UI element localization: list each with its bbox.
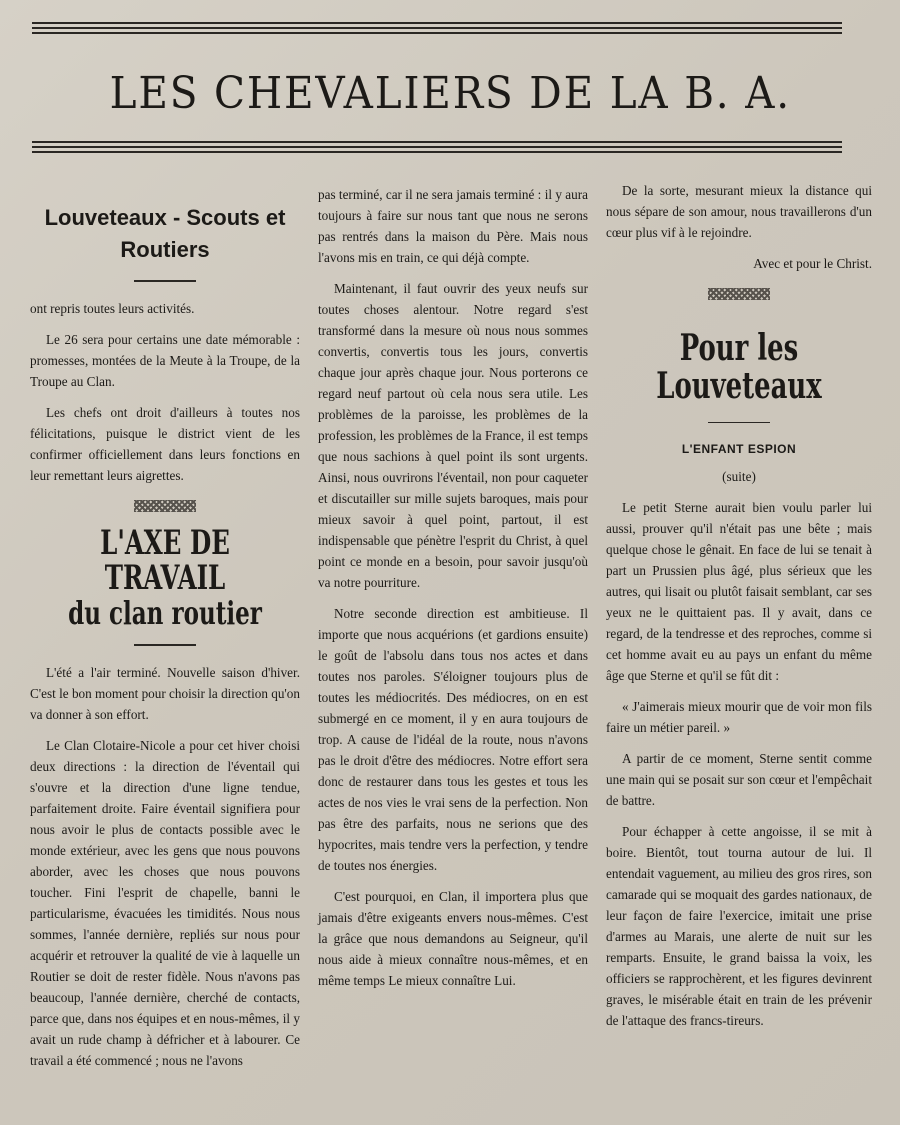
paragraph: Pour échapper à cette angoisse, il se mit à boire. Bientôt, tout tourna autour de lui. Il entendait vaguement, au milieu des gros rires, son camarade qui se moquait des gardes nationaux, de leur façon de faire l'exercice, imitait une prise d'armes au Marais, une alerte de nuit sur les remparts. Ensuite, le grand baissa la voix, les officiers se rapprochèrent, et les figures devinrent graves, le misérable était en train de les prévenir de l'attaque des francs-tireurs. — [606, 824, 872, 1029]
paragraph: ont repris toutes leurs activités. — [30, 300, 195, 316]
paragraph: L'été a l'air terminé. Nouvelle saison d'hiver. C'est le bon moment pour choisir la direction qu'on va donner à son effort. — [30, 664, 300, 722]
paragraph: Maintenant, il faut ouvrir des yeux neufs sur toutes choses alentour. Notre regard s'est transformé dans la mesure où nous nous sommes convertis, convertis tous les jours, convertis chaque jour après chaque jour. Nous porterons ce regard neuf partout où cela nous sera utile. Les problèmes de la paroisse, les problèmes de la profession, les problèmes de la France, il est temps que nous sachions à quel point ils sont urgents. Ainsi, nous ouvrirons l'éventail, non pour caqueter et discutailler sur mille sujets baroques, mais pour mieux savoir à quel point, partout, il est indispensable que pénètre l'esprit du Christ, à quel point ce monde en a besoin, pour savoir jusqu'où va notre pourriture. — [318, 281, 588, 590]
paragraph: Le 26 sera pour certains une date mémorable : promesses, montées de la Meute à la Troupe, de la Troupe au Clan. — [30, 331, 300, 389]
ornament — [708, 288, 770, 300]
paragraph: pas terminé, car il ne sera jamais terminé : il y aura toujours à faire sur nous tant que nous ne serons pas rentrés dans la maison du Père. Mais nous l'avons mis en train, ce qui déjà compte. — [318, 187, 588, 265]
paragraph: A partir de ce moment, Sterne sentit comme une main qui se posait sur son cœur et l'empêchait de battre. — [606, 751, 872, 809]
section-heading-louveteaux-scouts: Louveteaux - Scouts et Routiers — [44, 205, 286, 262]
signature: Avec et pour le Christ. — [753, 256, 872, 271]
masthead-top-rule — [32, 22, 842, 37]
paragraph: Le Clan Clotaire-Nicole a pour cet hiver choisi deux directions : la direction de l'éventail qui s'ouvre et la direction d'une ligne tendue, parfaitement droite. Faire éventail signifiera pour nous avoir le plus de contacts possible avec le monde extérieur, avec les gens que nous pouvons aborder, avec les choses que nous pouvons toucher. Fini l'esprit de chapelle, banni le particularisme, évacuées les timidités. Nous nous sommes, l'année dernière, repliés sur nous pour acquérir et retrouver la qualité de vie à laquelle un Routier se doit de rester fidèle. Nous n'avons pas beaucoup, l'année dernière, cherché de contacts, parce que, dans nos équipes et en nous-mêmes, il y avait un rude champ à défricher et à labourer. Ce travail a été commencé ; nous ne l'avons — [30, 737, 300, 1068]
masthead — [60, 58, 840, 128]
divider — [134, 280, 196, 282]
paragraph: Les chefs ont droit d'ailleurs à toutes nos félicitations, puisque le district vient de les confirmer officiellement dans leurs fonctions en leur remettant leurs aigrettes. — [30, 404, 300, 483]
column-3 — [606, 180, 872, 1041]
masthead-bottom-rule — [32, 141, 842, 156]
masthead-title: LES CHEVALIERS DE LA B. A. — [109, 67, 791, 119]
divider — [708, 422, 770, 424]
column-1 — [30, 180, 300, 1081]
ornament — [134, 500, 196, 512]
quote: « J'aimerais mieux mourir que de voir mon fils faire un métier pareil. » — [606, 699, 872, 736]
paragraph: C'est pourquoi, en Clan, il importera plus que jamais d'être exigeants envers nous-mêmes. C'est la grâce que nous demandons au Seigneur, qu'il nous aide à mieux connaître nous-mêmes, et en même temps Le mieux connaître Lui. — [318, 889, 588, 988]
paragraph: Le petit Sterne aurait bien voulu parler lui aussi, prouver qu'il n'était pas une bête ; mais quelque chose le gênait. En face de lui se tenait à part un Prussien plus âgé, plus sérieux que les autres, qui lisait ou plutôt faisait semblant, car ses yeux ne le quittaient pas. Il y avait, dans ce regard, de la tendresse et des reproches, comme si cet homme avait eu au pays un enfant du même âge que Sterne et qu'il se fût dit : — [606, 500, 872, 684]
article-subtitle: du clan routier — [68, 593, 262, 632]
story-title: L'ENFANT ESPION — [681, 442, 797, 457]
section-heading-pour-les-louveteaux: Pour les Louveteaux — [656, 327, 822, 407]
column-2 — [318, 184, 588, 1001]
paragraph: De la sorte, mesurant mieux la distance qui nous sépare de son amour, nous travaillerons d'un cœur plus vif à le rejoindre. — [606, 183, 872, 240]
article-title: L'AXE DE TRAVAIL — [100, 522, 230, 599]
story-suite: (suite) — [722, 469, 756, 485]
paragraph: Notre seconde direction est ambitieuse. Il importe que nous acquérions (et gardions ensuite) le goût de l'absolu dans tous nos actes et dans toutes nos paroles. S'éloigner toujours plus de toutes les médiocrités. Des médiocres, on en est submergé en ce moment, il y en aura toujours de trop. A cause de l'idéal de la route, nous n'avons pas le droit d'être des médiocres. Notre effort sera donc de restaurer dans tous les gestes et tous les actes de nos vies le vrai sens de la perfection. Non pas être des parfaits, nous ne serions que des hypocrites, mais tendre vers la perfection, y tendre de toutes nos énergies. — [318, 606, 588, 873]
divider — [134, 644, 196, 646]
